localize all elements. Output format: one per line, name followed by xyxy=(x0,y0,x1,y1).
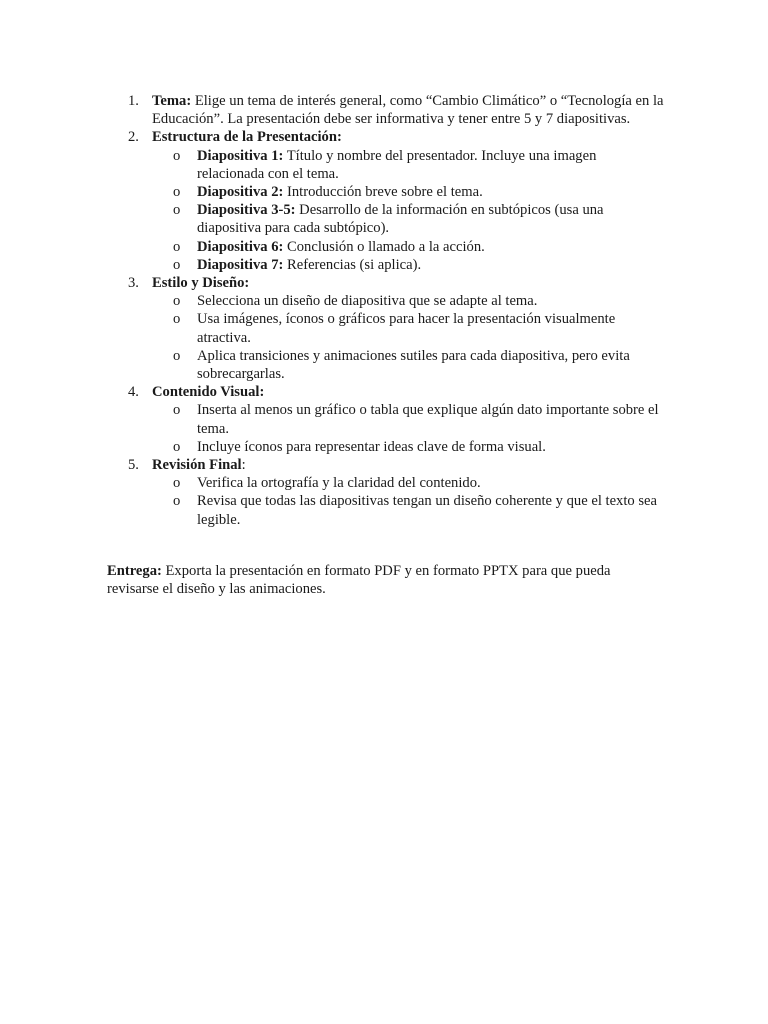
list-item-contenido-visual xyxy=(107,383,667,456)
sub-item-label: Diapositiva 6: xyxy=(197,238,284,255)
sub-item xyxy=(152,401,667,437)
sub-item xyxy=(152,183,667,201)
sub-item-text: Título y nombre del presentador. Incluye una imagen relacionada con el tema. xyxy=(197,147,597,182)
bullet-marker: o xyxy=(173,402,181,419)
item-label: Contenido Visual: xyxy=(152,384,265,401)
sub-item xyxy=(152,238,667,256)
item-label: Tema: xyxy=(152,93,192,109)
sub-list xyxy=(152,292,667,383)
list-number: 5. xyxy=(128,457,139,474)
sub-item-text: Desarrollo de la información en subtópicos (usa una diapositiva para cada subtópico). xyxy=(197,202,604,237)
sub-item xyxy=(152,292,667,310)
item-text: Elige un tema de interés general, como “Cambio Climático” o “Tecnología en la Educación”. La presentación debe ser informativa y tener entre 5 y 7 diapositivas. xyxy=(152,93,664,128)
list-item-tema xyxy=(107,92,667,128)
bullet-marker: o xyxy=(173,493,181,510)
bullet-marker: o xyxy=(173,311,181,328)
sub-item xyxy=(152,310,667,346)
delivery-paragraph xyxy=(107,562,647,598)
sub-list xyxy=(152,474,667,529)
sub-item xyxy=(152,492,667,528)
bullet-marker: o xyxy=(173,147,181,164)
bullet-marker: o xyxy=(173,202,181,219)
bullet-marker: o xyxy=(173,184,181,201)
list-number: 1. xyxy=(128,93,139,109)
delivery-label: Entrega: xyxy=(107,563,162,579)
sub-item-text: Usa imágenes, íconos o gráficos para hacer la presentación visualmente atractiva. xyxy=(197,311,616,346)
list-number: 4. xyxy=(128,384,139,401)
sub-item-text: Aplica transiciones y animaciones sutiles para cada diapositiva, pero evita sobrecargarlas. xyxy=(197,347,630,383)
sub-item-text: Revisa que todas las diapositivas tengan un diseño coherente y que el texto sea legible. xyxy=(197,493,657,528)
instructions-list xyxy=(107,92,667,529)
sub-item-label: Diapositiva 2: xyxy=(197,184,284,201)
item-label: Estilo y Diseño: xyxy=(152,275,250,292)
sub-item xyxy=(152,438,667,456)
sub-item-text: Incluye íconos para representar ideas clave de forma visual. xyxy=(197,438,546,455)
bullet-marker: o xyxy=(173,293,181,310)
sub-item-text: Referencias (si aplica). xyxy=(283,256,422,273)
sub-item-text: Selecciona un diseño de diapositiva que se adapte al tema. xyxy=(197,293,538,310)
bullet-marker: o xyxy=(173,347,181,364)
list-item-revision-final xyxy=(107,456,667,529)
sub-item xyxy=(152,474,667,492)
list-item-estructura xyxy=(107,128,667,274)
sub-item-label: Diapositiva 1: xyxy=(197,147,284,164)
sub-item-label: Diapositiva 3-5: xyxy=(197,202,296,219)
sub-item-text: Inserta al menos un gráfico o tabla que explique algún dato importante sobre el tema. xyxy=(197,402,659,437)
sub-item-text: Conclusión o llamado a la acción. xyxy=(283,238,485,255)
sub-item-label: Diapositiva 7: xyxy=(197,256,284,273)
sub-item-text: Introducción breve sobre el tema. xyxy=(283,184,483,201)
bullet-marker: o xyxy=(173,438,181,455)
list-number: 3. xyxy=(128,275,139,292)
sub-item xyxy=(152,256,667,274)
item-label: Estructura de la Presentación: xyxy=(152,129,342,146)
sub-item xyxy=(152,347,667,383)
item-label-suffix: : xyxy=(241,457,246,474)
sub-item xyxy=(152,147,667,183)
bullet-marker: o xyxy=(173,256,181,273)
delivery-text: Exporta la presentación en formato PDF y en formato PPTX para que pueda revisarse el diseño y las animaciones. xyxy=(107,563,611,598)
sub-item xyxy=(152,201,667,237)
sub-list xyxy=(152,401,667,456)
sub-item-text: Verifica la ortografía y la claridad del contenido. xyxy=(197,475,481,492)
bullet-marker: o xyxy=(173,475,181,492)
bullet-marker: o xyxy=(173,238,181,255)
sub-list xyxy=(152,147,667,274)
list-item-estilo xyxy=(107,274,667,383)
list-number: 2. xyxy=(128,129,139,146)
item-label: Revisión Final xyxy=(152,457,242,474)
